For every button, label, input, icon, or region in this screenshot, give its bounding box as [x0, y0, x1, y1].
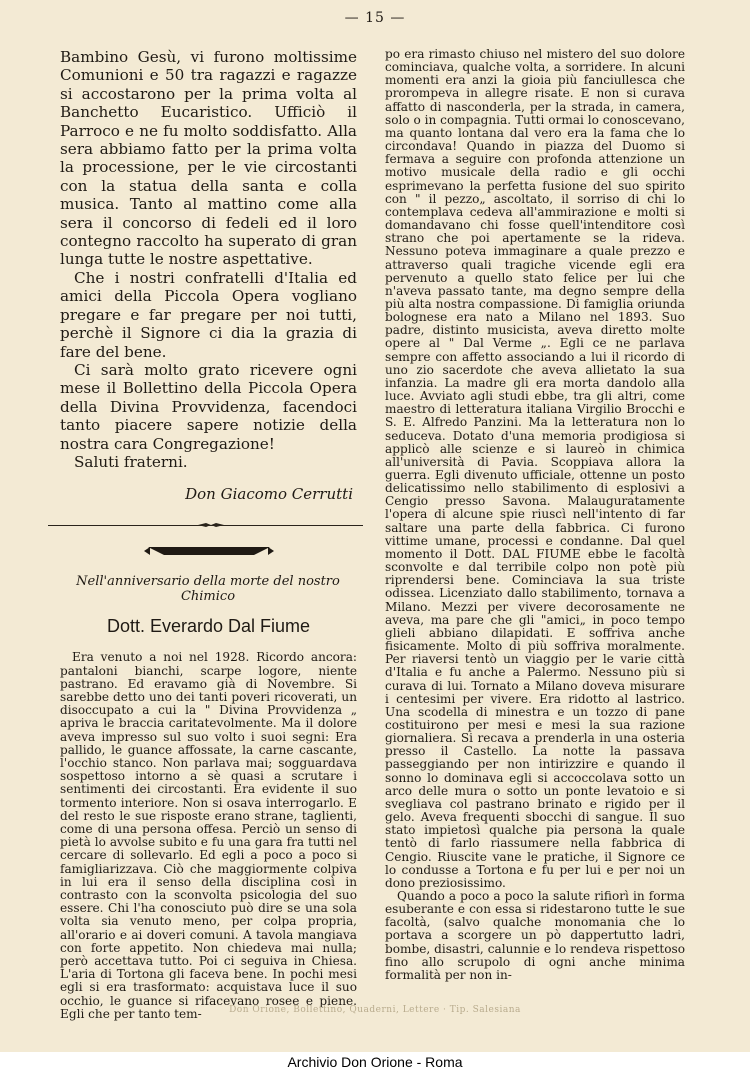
article-paragraph: Era venuto a noi nel 1928. Ricordo ancora: pantaloni bianchi, scarpe logore, niente pastrano. Ed eravamo già di Novembre. Si sarebbe detto uno dei tanti poveri ricoverati, un disoccupato a cui la " Divina Provvidenza „ apriva le braccia caritatevolmente. Ma il dolore aveva impresso sul suo volto i suoi segni: Era pallido, le guance affossate, la carne cascante, l'occhio stanco. Non parlava mai; sogguardava sospettoso intorno a sè quasi a scrutare i sentimenti dei circostanti. Era evidente il suo tormento interiore. Non si osava interrogarlo. E del resto le sue risposte erano strane, taglienti, come di una persona offesa. Perciò un senso di pietà lo avvolse subito e fu una gara fra tutti nel cercare di sollevarlo. Ed egli a poco a poco si famigliarizzava. Ciò che maggiormente colpiva in lui era il senso della disciplina così in contrasto con la sconvolta psicologia del suo essere. Chi l'ha conosciuto può dire se una sola volta sia venuto meno, per colpa propria, all'orario e ai doveri comuni. A tavola mangiava con forte appetito. Non chiedeva mai nulla; però accettava tutto. Poi ci seguiva in Chiesa. L'aria di Tortona gli faceva bene. In pochi mesi egli si era trasformato: acquistava luce il suo occhio, le guance si rifacevano rosee e piene. Egli che per tanto tem-: [60, 650, 357, 1021]
article-subtitle: Nell'anniversario della morte del nostro Chimico: [76, 574, 340, 605]
article-paragraph: po era rimasto chiuso nel mistero del suo dolore cominciava, qualche volta, a sorridere. In alcuni momenti era anzi la gioia più fanciullesca che prorompeva in allegre risate. E non si curava affatto di nasconderla, per la strada, in camera, solo o in compagnia. Tutti ormai lo conoscevano, ma quanto lontana dal vero era la fama che lo circondava! Quando in piazza del Duomo si fermava a seguire con profonda attenzione un motivo musicale della radio e gli occhi esprimevano la perfetta fusione del suo spirito con " il pezzo„ ascoltato, il sorriso di chi lo contemplava cedeva all'ammirazione e molti si domandavano chi fosse quell'intenditore così strano che poi apertamente se la rideva. Nessuno poteva immaginare a quale prezzo e attraverso quali tragiche vicende egli era pervenuto a quello stato felice per lui che n'aveva passato tante, ma degno sempre della più alta nostra compassione. Di famiglia oriunda bolognese era nato a Milano nel 1893. Suo padre, distinto musicista, aveva diretto molte opere al " Dal Verme „. Egli ce ne parlava sempre con affetto associando a lui il ricordo di uno zio sacerdote che aveva allietato la sua infanzia. La madre gli era morta dandolo alla luce. Avviato agli studi ebbe, tra gli altri, come maestro di letteratura italiana Virgilio Brocchi e S. E. Alfredo Panzini. Ma la letteratura non lo seduceva. Dotato d'una memoria prodigiosa si applicò alle scienze e si laureò in chimica all'università di Pavia. Scoppiava allora la guerra. Egli divenuto ufficiale, ottenne un posto delicatissimo nello stabilimento di esplosivi a Cengio presso Savona. Malauguratamente l'opera di alcune spie riuscì nell'intento di far saltare una parte della fabbrica. Ci furono vittime umane, processi e condanne. Dal quel momento il Dott. DAL FIUME ebbe le facoltà sconvolte e dal terribile colpo non potè più riprendersi bene. Cominciava la sua triste odissea. Licenziato dallo stabilimento, tornava a Milano. Mezzi per vivere decorosamente ne aveva, ma pare che gli "amici„ in poco tempo glieli abbiano dilapidati. E soffriva anche fisicamente. Molto di più soffriva moralmente. Per riaversi tentò un viaggio per le varie città d'Italia e fu anche a Palermo. Nessuno più si curava di lui. Tornato a Milano doveva misurare i centesimi per vivere. Era ridotto al lastrico. Una scodella di minestra e un tozzo di pane costituirono per mesi e mesi la sua razione giornaliera. Si recava a prenderla in una osteria presso il Castello. La notte la passava passeggiando per non intirizzire e quando il sonno lo dominava egli si accoccolava sotto un arco delle mura o sotto un ponte levatoio e si svegliava col pastrano brinato e rigido per il gelo. Aveva frequenti sbocchi di sangue. Il suo stato impietosì qualche pia persona la quale tentò di farlo riassumere nella fabbrica di Cengio. Riuscite vane le pratiche, il Signore ce lo condusse a Tortona e fu per lui e per noi un dono preziosissimo.: [385, 47, 685, 890]
paragraph: Che i nostri confratelli d'Italia ed amici della Piccola Opera vogliano pregare e far pregare per noi tutti, perchè il Signore ci dia la grazia di fare del bene.: [60, 268, 357, 361]
divider-ornament-icon: [198, 521, 224, 529]
paragraph: Ci sarà molto grato ricevere ogni mese il Bollettino della Piccola Opera della Divina Provvidenza, facendoci tanto piacere sapere notizie della nostra cara Congregazione!: [60, 360, 357, 453]
banner-ornament-icon: [144, 544, 274, 558]
article-paragraph: Quando a poco a poco la salute rifiorì in forma esuberante e con essa si ridestarono tutte le sue facoltà, (salvo qualche monomania che lo portava a scorgere un pò dappertutto ladri, bombe, disastri, calunnie e lo rendeva rispettoso fino allo scrupolo di ogni anche minima formalità per non in-: [385, 889, 685, 982]
bleed-through-text: Don Orione, Bollettino, Quaderni, Lettere · Tip. Salesiana: [229, 1005, 521, 1015]
archive-label: Archivio Don Orione - Roma: [0, 1052, 750, 1072]
right-column: [385, 48, 685, 982]
article-title: Dott. Everardo Dal Fiume: [106, 616, 311, 637]
page-number: — 15 —: [344, 10, 406, 26]
section-divider: [48, 525, 363, 526]
signature: Don Giacomo Cerrutti: [185, 485, 353, 504]
left-column: [60, 48, 357, 1021]
closing-greeting: Saluti fraterni.: [74, 452, 188, 471]
paragraph: Bambino Gesù, vi furono moltissime Comunioni e 50 tra ragazzi e ragazze si accostarono per la prima volta al Banchetto Eucaristico. Ufficiò il Parroco e ne fu molto soddisfatto. Alla sera abbiamo fatto per la prima volta la processione, per le vie circostanti con la statua della santa e colla musica. Tanto al mattino come alla sera il concorso di fedeli ed il loro contegno raccolto ha superato di gran lunga tutte le nostre aspettative.: [60, 48, 357, 269]
